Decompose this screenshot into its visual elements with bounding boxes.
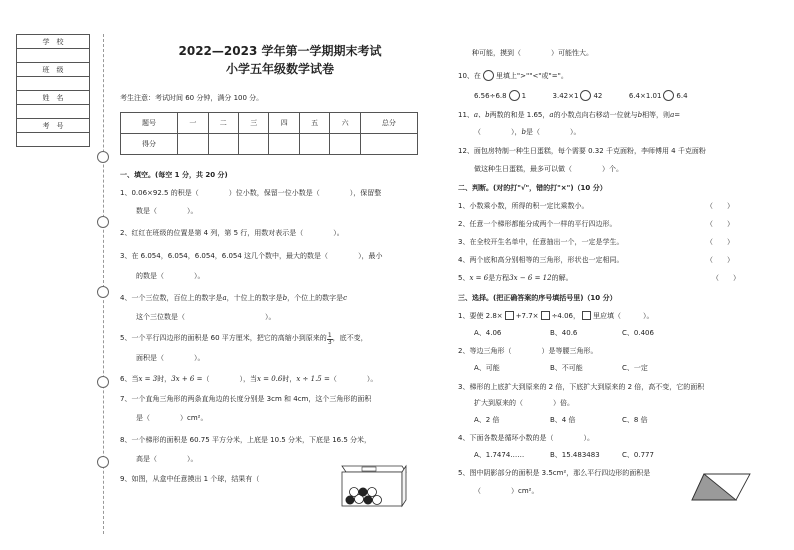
question-9: 9、如图，从盒中任意摸出 1 个球，结果有（ [120,475,260,483]
choice-1: 1、要使 2.8× +7.7× ÷4.06， 里应填（ ）。 [458,312,654,320]
question-5-cont: 面积是（ ）。 [136,354,205,362]
question-7: 7、一个直角三角形的两条直角边的长度分别是 3cm 和 4cm，这个三角形的面积 [120,395,372,403]
choice-3-cont: 扩大到原来的（ ）倍。 [474,399,574,407]
question-5: 5、一个平行四边形的面积是 60 平方厘米，把它的高缩小到原来的 $\frac{1}{3}$ ，底不变， [120,332,368,346]
judge-1-answer[interactable]: （ ） [706,202,734,210]
score-header: 四 [269,113,299,134]
choice-4-opt-b[interactable]: B、15.483483 [550,451,600,459]
choice-2-opt-b[interactable]: B、不可能 [550,364,583,372]
judge-3: 3、在全校开生名单中，任意抽出一个，一定是学生。 [458,238,624,246]
exam-notice: 考生注意：考试时间 60 分钟，满分 100 分。 [120,94,264,102]
choice-3-opt-a[interactable]: A、2 倍 [474,416,500,424]
school-field[interactable] [17,49,90,63]
choice-5-cont: （ ）cm²。 [474,487,539,495]
judge-2: 2、任意一个梯形都能分成两个一样的平行四边形。 [458,220,617,228]
compare-circle[interactable] [483,70,494,81]
question-8: 8、一个梯形的面积是 60.75 平方分米，上底是 10.5 分米，下底是 16.5 分米， [120,436,372,444]
judge-1: 1、小数乘小数，所得的积一定比乘数小。 [458,202,589,210]
exam-title: 2022—2023 学年第一学期期末考试 [178,44,382,58]
compare-circle[interactable] [509,90,520,101]
question-1-cont: 数是（ ）。 [136,207,198,215]
fill-box[interactable] [582,311,591,320]
score-table [120,112,418,155]
question-8-cont: 高是（ ）。 [136,455,198,463]
judge-5: 5、x = 6是方程3x − 6 = 12的解。 [458,274,573,282]
judge-4-answer[interactable]: （ ） [706,256,734,264]
score-cell[interactable] [330,134,360,155]
name-field[interactable] [17,105,90,119]
score-cell[interactable] [360,134,417,155]
question-7-cont: 是（ ）cm²。 [136,414,208,422]
compare-circle[interactable] [663,90,674,101]
judge-4: 4、两个底和高分别相等的三角形，形状也一定相同。 [458,256,624,264]
choice-1-opt-a[interactable]: A、4.06 [474,329,502,337]
question-11-cont: （ ），b是（ ）。 [474,128,581,136]
id-field[interactable] [17,133,90,147]
score-header: 二 [208,113,238,134]
score-cell[interactable] [178,134,208,155]
judge-2-answer[interactable]: （ ） [706,220,734,228]
judge-3-answer[interactable]: （ ） [706,238,734,246]
choice-4-opt-c[interactable]: C、0.777 [622,451,654,459]
fill-box[interactable] [541,311,550,320]
score-header: 一 [178,113,208,134]
binding-hole [97,216,109,228]
question-1: 1、0.06×92.5 的积是（ ）位小数，保留一位小数是（ ），保留整 [120,189,382,197]
score-header: 五 [299,113,329,134]
binding-hole [97,151,109,163]
binding-hole [97,286,109,298]
class-label: 班 级 [17,63,90,77]
student-info-table [16,34,90,147]
score-header: 六 [330,113,360,134]
question-11: 11、a、b两数的和是 1.65，a的小数点向右移动一位就与b相等，则a= [458,111,681,119]
choice-2-opt-c[interactable]: C、一定 [622,364,648,372]
score-header: 三 [239,113,269,134]
id-label: 考 号 [17,119,90,133]
score-cell[interactable] [269,134,299,155]
question-2: 2、红红在班级的位置是第 4 列，第 5 行，用数对表示是（ ）。 [120,229,344,237]
name-label: 姓 名 [17,91,90,105]
question-6: 6、当x = 3时，3x + 6 =（ ），当x = 0.6时，x ÷ 1.5 =（ ）。 [120,375,378,383]
choice-2-opt-a[interactable]: A、可能 [474,364,500,372]
score-cell[interactable] [299,134,329,155]
part1-heading: 一、填空。(每空 1 分，共 20 分) [120,171,228,179]
choice-5: 5、图中阴影部分的面积是 3.5cm²，那么平行四边形的面积是 [458,469,651,477]
score-cell[interactable] [239,134,269,155]
question-3-cont: 的数是（ ）。 [136,272,205,280]
choice-3-opt-c[interactable]: C、8 倍 [622,416,648,424]
question-10: 10、在 里填上">""<"或"="。 [458,72,568,80]
school-label: 学 校 [17,35,90,49]
question-10-items: 6.56÷6.8 1 3.42×1 42 6.4×1.01 6.4 [474,92,688,100]
fill-box[interactable] [505,311,514,320]
question-12-cont: 做这种生日蛋糕，最多可以做（ ）个。 [474,165,623,173]
class-field[interactable] [17,77,90,91]
compare-circle[interactable] [580,90,591,101]
exam-subtitle: 小学五年级数学试卷 [225,62,334,76]
judge-5-answer[interactable]: （ ） [712,274,740,282]
part2-heading: 二、判断。(对的打"√"，错的打"×")（10 分） [458,184,607,192]
binding-hole [97,376,109,388]
score-row-label: 得分 [121,134,178,155]
question-3: 3、在 6.054，6.054，6.054，6.054 这几个数中，最大的数是（ ），最小 [120,252,383,260]
choice-4: 4、下面各数是循环小数的是（ ）。 [458,434,594,442]
choice-3: 3、梯形的上底扩大到原来的 2 倍，下底扩大到原来的 2 倍，高不变，它的面积 [458,383,705,391]
question-9-cont: 种可能，摸到（ ）可能性大。 [472,49,593,57]
score-cell[interactable] [208,134,238,155]
ball-box-figure [336,462,412,510]
part3-heading: 三、选择。(把正确答案的序号填括号里)（10 分） [458,294,617,302]
score-header: 题号 [121,113,178,134]
question-12: 12、面包房特制一种生日蛋糕，每个需要 0.32 千克面粉，李师傅用 4 千克面粉 [458,147,706,155]
fraction: $\frac{1}{3}$ [327,332,332,346]
choice-4-opt-a[interactable]: A、1.7474…… [474,451,525,459]
choice-2: 2、等边三角形（ ）是等腰三角形。 [458,347,598,355]
binding-hole [97,456,109,468]
parallelogram-figure [690,472,752,502]
score-header: 总分 [360,113,417,134]
question-4-cont: 这个三位数是（ ）。 [136,313,276,321]
choice-1-opt-c[interactable]: C、0.406 [622,329,654,337]
choice-1-opt-b[interactable]: B、40.6 [550,329,578,337]
question-4: 4、一个三位数，百位上的数字是a，十位上的数字是b，个位上的数字是c [120,294,348,302]
choice-3-opt-b[interactable]: B、4 倍 [550,416,576,424]
